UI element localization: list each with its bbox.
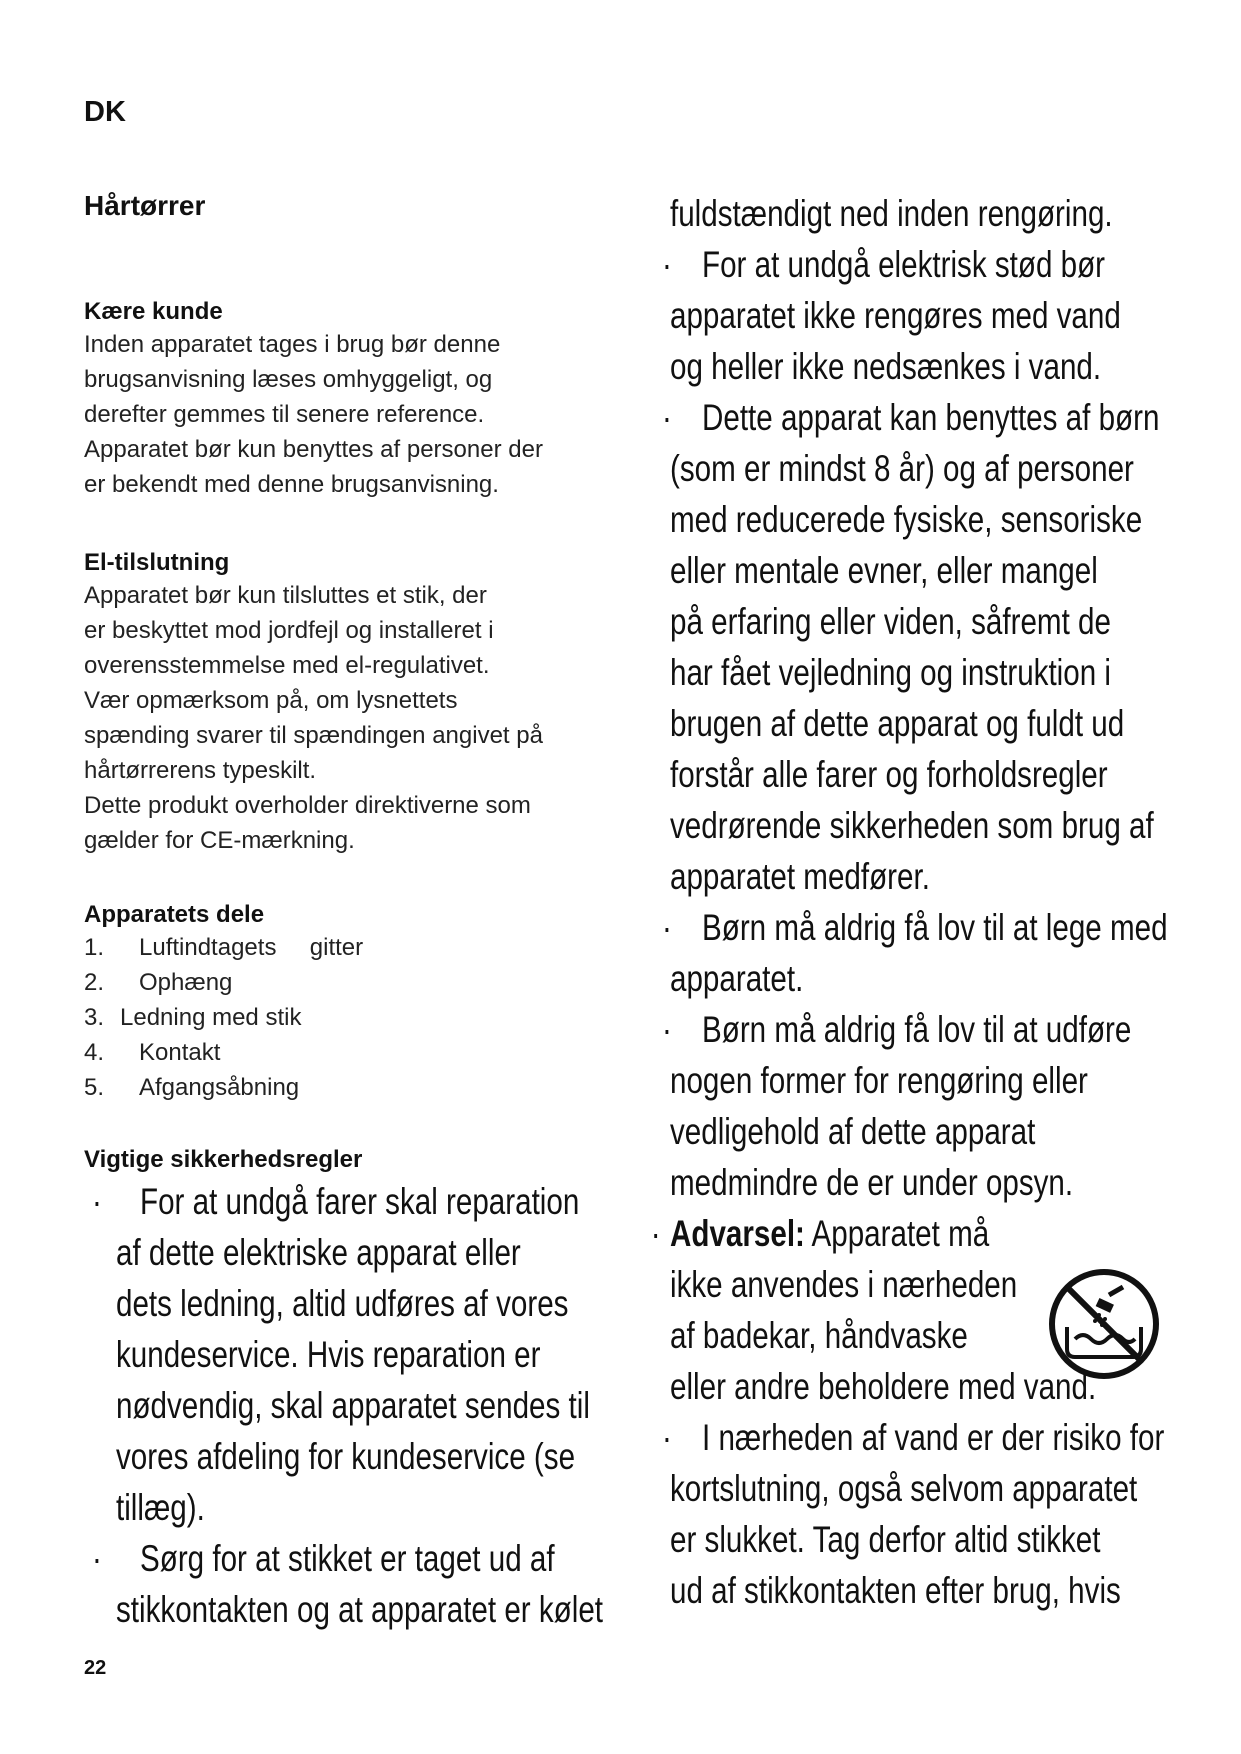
intro-section <box>84 297 604 502</box>
parts-item-number: 2. <box>84 969 105 996</box>
safety-line: har fået vejledning og instruktion i <box>670 652 1111 693</box>
safety-line <box>662 392 1168 443</box>
safety-line-text: I nærheden af vand er der risiko for <box>702 1417 1165 1458</box>
safety-line: apparatet medfører. <box>670 856 930 897</box>
safety-line-text: For at undgå elektrisk stød bør <box>702 244 1106 285</box>
parts-item-number: 5. <box>84 1074 105 1101</box>
parts-item-text: Kontakt <box>139 1039 221 1066</box>
safety-line: brugen af dette apparat og fuldt ud <box>670 703 1125 744</box>
bullet-dot: · <box>662 1009 672 1050</box>
intro-line: er bekendt med denne brugsanvisning. <box>84 471 499 498</box>
safety-line: stikkontakten og at apparatet er kølet <box>116 1589 604 1630</box>
bullet-dot: · <box>662 244 672 285</box>
warning-label: Advarsel: <box>670 1213 805 1254</box>
safety-line <box>662 239 1168 290</box>
electric-line: Dette produkt overholder direktiverne som <box>84 792 531 819</box>
safety-line: og heller ikke nedsænkes i vand. <box>670 346 1102 387</box>
safety-line-text: For at undgå farer skal reparation <box>140 1181 580 1222</box>
safety-line: eller mentale evner, eller mangel <box>670 550 1098 591</box>
safety-line-text: Apparatet må <box>811 1213 990 1254</box>
safety-line: af dette elektriske apparat eller <box>116 1232 521 1273</box>
parts-item-text: Afgangsåbning <box>139 1074 300 1101</box>
safety-left-column <box>92 1176 603 1635</box>
electric-section <box>84 548 604 858</box>
parts-item-text: Luftindtagets gitter <box>139 934 364 961</box>
parts-item-number: 4. <box>84 1039 105 1066</box>
electric-line: spænding svarer til spændingen angivet på <box>84 722 543 749</box>
electric-line: hårtørrerens typeskilt. <box>84 757 317 784</box>
parts-item <box>84 1000 604 1035</box>
safety-line <box>92 1533 603 1584</box>
language-code: DK <box>84 96 126 128</box>
bullet-dot: · <box>92 1181 102 1222</box>
safety-line <box>92 1176 603 1227</box>
page-number: 22 <box>84 1657 107 1679</box>
parts-item-text: Ophæng <box>139 969 233 996</box>
parts-item-number: 3. <box>84 1004 105 1031</box>
safety-line: af badekar, håndvaske <box>670 1315 968 1356</box>
safety-section <box>84 1145 604 1175</box>
safety-line: med reducerede fysiske, sensoriske <box>670 499 1143 540</box>
bullet-dot: · <box>662 397 672 438</box>
intro-line: Inden apparatet tages i brug bør denne <box>84 331 501 358</box>
safety-line: tillæg). <box>116 1487 205 1528</box>
electric-line: Apparatet bør kun tilsluttes et stik, der <box>84 582 487 609</box>
safety-line-text: Dette apparat kan benyttes af børn <box>702 397 1160 438</box>
safety-line-text: Sørg for at stikket er taget ud af <box>140 1538 555 1579</box>
safety-heading: Vigtige sikkerhedsregler <box>84 1146 363 1173</box>
safety-line: kundeservice. Hvis reparation er <box>116 1334 541 1375</box>
bullet-dot: · <box>662 1417 672 1458</box>
safety-line: apparatet. <box>670 958 804 999</box>
intro-line: brugsanvisning læses omhyggeligt, og <box>84 366 493 393</box>
safety-line: nogen former for rengøring eller <box>670 1060 1088 1101</box>
electric-heading: El-tilslutning <box>84 549 230 576</box>
safety-line: (som er mindst 8 år) og af personer <box>670 448 1134 489</box>
bullet-dot: · <box>662 907 672 948</box>
electric-line: overensstemmelse med el-regulativet. <box>84 652 490 679</box>
safety-line: apparatet ikke rengøres med vand <box>670 295 1121 336</box>
intro-line: Apparatet bør kun benyttes af personer der <box>84 436 543 463</box>
page-title: Hårtørrer <box>84 190 206 221</box>
intro-line: derefter gemmes til senere reference. <box>84 401 485 428</box>
safety-line: er slukket. Tag derfor altid stikket <box>670 1519 1101 1560</box>
electric-line: Vær opmærksom på, om lysnettets <box>84 687 458 714</box>
safety-line <box>662 1004 1168 1055</box>
safety-line-text: Børn må aldrig få lov til at udføre <box>702 1009 1132 1050</box>
safety-line: eller andre beholdere med vand. <box>670 1366 1097 1407</box>
electric-line: gælder for CE-mærkning. <box>84 827 355 854</box>
safety-line: medmindre de er under opsyn. <box>670 1162 1074 1203</box>
safety-line <box>662 1412 1168 1463</box>
safety-line: vedrørende sikkerheden som brug af <box>670 805 1154 846</box>
safety-line: kortslutning, også selvom apparatet <box>670 1468 1138 1509</box>
parts-item <box>84 1070 604 1105</box>
safety-line: vedligehold af dette apparat <box>670 1111 1036 1152</box>
electric-line: er beskyttet mod jordfejl og installeret i <box>84 617 494 644</box>
parts-item <box>84 1035 604 1070</box>
safety-line-text: Børn må aldrig få lov til at lege med <box>702 907 1168 948</box>
no-water-warning-icon <box>1045 1265 1163 1383</box>
safety-line: fuldstændigt ned inden rengøring. <box>670 193 1113 234</box>
parts-item-text: Ledning med stik <box>120 1004 302 1031</box>
bullet-dot: · <box>650 1213 661 1254</box>
safety-line: dets ledning, altid udføres af vores <box>116 1283 569 1324</box>
safety-line: nødvendig, skal apparatet sendes til <box>116 1385 590 1426</box>
safety-line: på erfaring eller viden, såfremt de <box>670 601 1111 642</box>
parts-section <box>84 900 604 1105</box>
bullet-dot: · <box>92 1538 102 1579</box>
safety-line: ikke anvendes i nærheden <box>670 1264 1018 1305</box>
safety-right-column <box>650 188 1168 1616</box>
intro-heading: Kære kunde <box>84 298 223 325</box>
safety-line: vores afdeling for kundeservice (se <box>116 1436 576 1477</box>
safety-line: ud af stikkontakten efter brug, hvis <box>670 1570 1121 1611</box>
parts-heading: Apparatets dele <box>84 901 265 928</box>
parts-item-number: 1. <box>84 934 105 961</box>
parts-item <box>84 965 604 1000</box>
parts-item <box>84 930 604 965</box>
safety-line <box>651 1208 1168 1259</box>
safety-line <box>662 902 1168 953</box>
safety-line: forstår alle farer og forholdsregler <box>670 754 1108 795</box>
